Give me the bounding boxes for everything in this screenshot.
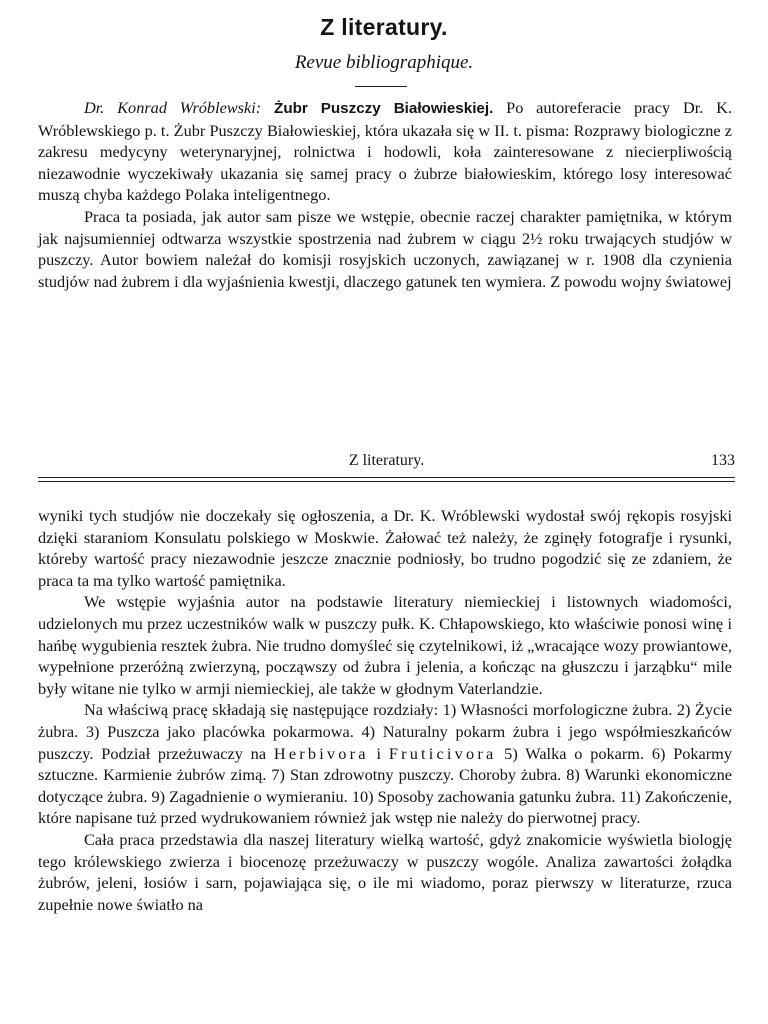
review-intro-paragraph [38,97,732,206]
running-head-title: Z literatury. [348,452,425,469]
title-divider [355,86,407,87]
paragraph-text: 5) Walka o pokarm. 6) Pokarmy sztuczne. Karmienie żubrów zimą. 7) Stan zdrowotny puszczy. Choroby żubra. 8) Warunki ekonomiczne dotyczące żubra. 9) Zagadnienie o wymieraniu. 10) Sposoby zachowania gatunku żubra. 11) Zakończenie, które napisane tuż przed wydrukowaniem również jak wstęp nie należy do pierwotnej pracy. [38,743,732,828]
review-upper-text [38,97,732,292]
running-head [38,452,735,474]
spaced-term: Herbivora [273,743,369,763]
review-lower-text [38,505,732,915]
paragraph-text: i [368,743,389,763]
paragraph-text: Na właściwą pracę składają się następujące rozdziały: 1) Własności morfologiczne żubra. 2) Życie żubra. 3) Puszcza jako placówka pokarmowa. 4) Naturalny pokarm żubra i jego współmieszkańców puszczy. Podział przeżuwaczy na [38,700,732,763]
paragraph-text: Po autoreferacie pracy Dr. K. Wróblewskiego p. t. Żubr Puszczy Białowieskiej, która ukazała się w II. t. pisma: Rozprawy biologiczne z zakresu medycyny weterynaryjnej, rolnictwa i hodowli, koła zainteresowane z niecierpliwością niezawodnie wyczekiwały ukazania się samej pracy o żubrze białowieskim, którego losy interesować muszą chyba każdego Polaka inteligentnego. [38,98,732,205]
page-subtitle: Revue bibliographique. [294,52,474,73]
review-author: Dr. Konrad Wróblewski: [84,98,262,117]
paragraph: wyniki tych studjów nie doczekały się ogłoszenia, a Dr. K. Wróblewski wydostał swój rękopis rosyjski dzięki staraniom Konsulatu polskiego w Moskwie. Żałować też należy, że zginęły fotografje i rysunki, któreby wartość pracy niezawodnie jeszcze znacznie podniosły, bo trudno pogodzić się ze zdaniem, że praca ta ma tylko wartość pamiętnika. [38,506,732,590]
spaced-term: Fruticivora [388,743,497,763]
paragraph: We wstępie wyjaśnia autor na podstawie literatury niemieckiej i listownych wiadomości, udzielonych mu przez uczestników walk w puszczy pułk. K. Chłapowskiego, kto właściwie ponosi winę i hańbę wygubienia resztek żubra. Nie trudno domyśleć się czytelnikowi, iż „wracające wozy prowiantowe, wypełnione przeróżną zwierzyną, począwszy od żubra i jelenia, a kończąc na głuszczu i jarząbku“ mile były witane nie tylko w armji niemieckiej, ale także w głodnym Vaterlandzie. [38,592,732,698]
reviewed-book-title: Żubr Puszczy Białowieskiej. [274,100,494,117]
page-number: 133 [711,452,735,469]
page-title: Z literatury. [320,14,448,40]
paragraph: Praca ta posiada, jak autor sam pisze we wstępie, obecnie raczej charakter pamiętnika, w którym jak najsumienniej odtwarza wszystkie spostrzenia nad żubrem w ciągu 2½ roku trwających studjów w puszczy. Autor bowiem należał do komisji rosyjskich uczonych, zawiązanej w r. 1908 dla czynienia studjów nad żubrem i dla wyjaśnienia kwestji, dlaczego gatunek ten wymiera. Z powodu wojny światowej [38,206,732,291]
chapter-list-paragraph [38,699,732,829]
paragraph: Cała praca przedstawia dla naszej literatury wielką wartość, gdyż znakomicie wyświetla biologję tego królewskiego zwierza i biocenozę przeżuwaczy w puszczy wogóle. Analiza zawartości żołądka żubrów, jeleni, łosiów i sarn, pojawiająca się, o ile mi wiadomo, poraz pierwszy w literaturze, rzuca zupełnie nowe światło na [38,829,732,914]
header-double-rule [38,477,735,482]
